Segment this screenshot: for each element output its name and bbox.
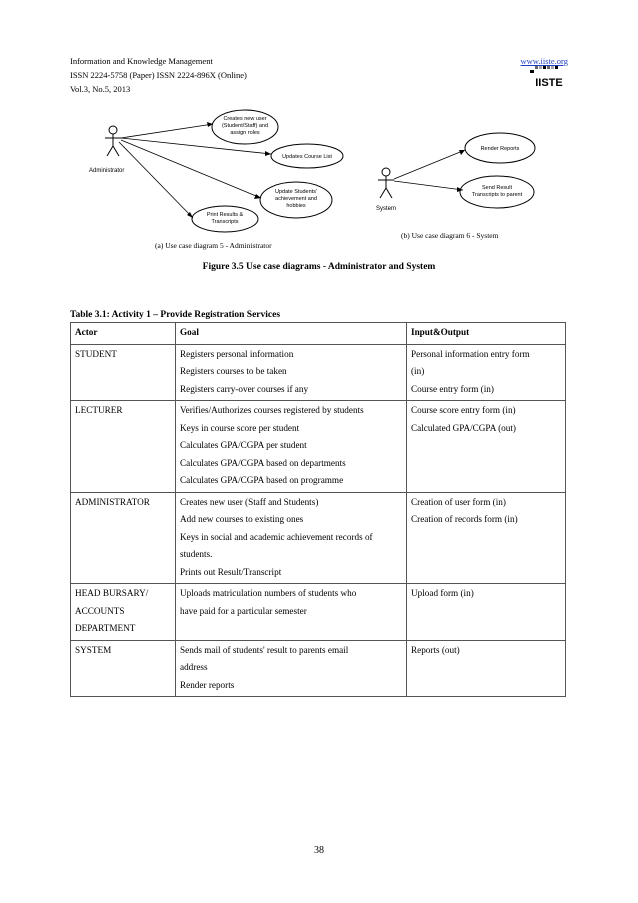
- use-case-diagrams: [75, 102, 575, 257]
- uc-send-l1: Send Result: [482, 185, 512, 191]
- journal-name: Information and Knowledge Management: [70, 56, 213, 66]
- goal-cell-line: Registers carry-over courses if any: [180, 383, 309, 394]
- io-cell-line: Course score entry form (in): [411, 405, 516, 415]
- io-cell-line: Upload form (in): [411, 588, 474, 598]
- administrator-actor: [105, 126, 121, 156]
- table-row: [71, 401, 566, 493]
- activity-table: [70, 322, 566, 697]
- io-cell-line: (in): [411, 366, 425, 376]
- io-cell: [407, 344, 566, 401]
- table-title: Table 3.1: Activity 1 – Provide Registration Services: [70, 310, 281, 320]
- uc-achievement-l1: Update Students': [274, 189, 318, 195]
- caption-a: (a) Use case diagram 5 - Administrator: [155, 241, 272, 250]
- uc-create-user-l2: (Student/Staff) and: [221, 123, 269, 129]
- goal-cell-line: Calculates GPA/CGPA per student: [180, 440, 307, 450]
- table-row: [71, 584, 566, 641]
- uc-print-l2: Transcripts: [211, 219, 239, 225]
- goal-cell-line: Sends mail of students' result to parents email: [180, 644, 349, 655]
- goal-cell-line: Creates new user (Staff and Students): [180, 496, 319, 507]
- uc-achievement-l2: achievement and: [275, 196, 317, 202]
- issn-line: ISSN 2224-5758 (Paper) ISSN 2224-896X (Online): [70, 70, 247, 80]
- actor-cell: [71, 492, 176, 584]
- actor-cell: [71, 584, 176, 641]
- table-header-row: [71, 323, 566, 345]
- journal-header: [70, 54, 247, 96]
- goal-cell-line: Keys in course score per student: [180, 422, 300, 433]
- actor-cell-line: LECTURER: [75, 405, 123, 415]
- table-row: [71, 344, 566, 401]
- iiste-logo: [530, 66, 568, 88]
- assoc-line-2: [121, 138, 271, 154]
- volume-line: Vol.3, No.5, 2013: [70, 84, 131, 94]
- col-header-io: Input&Output: [407, 323, 566, 345]
- io-cell-line: Personal information entry form: [411, 348, 530, 359]
- assoc-line-3: [121, 140, 261, 198]
- io-cell-line: Creation of records form (in): [411, 514, 518, 524]
- goal-cell-line: Registers personal information: [180, 348, 294, 359]
- actor-cell-line: SYSTEM: [75, 644, 112, 655]
- system-label: System: [376, 206, 397, 212]
- assoc-line-6: [394, 181, 463, 190]
- uc-send-l2: Transcripts to parent: [471, 192, 523, 198]
- io-cell: [407, 584, 566, 641]
- page-number: 38: [314, 845, 324, 856]
- caption-b: (b) Use case diagram 6 - System: [401, 231, 499, 240]
- actor-cell-line: STUDENT: [75, 348, 117, 359]
- website-link[interactable]: www.iiste.org: [520, 56, 568, 66]
- actor-cell-line: ADMINISTRATOR: [75, 496, 150, 507]
- logo-text: IISTE: [535, 77, 563, 88]
- goal-cell-line: Registers courses to be taken: [180, 366, 287, 376]
- io-cell-line: Reports (out): [411, 644, 460, 655]
- goal-cell-line: address: [180, 662, 208, 672]
- actor-cell-line: ACCOUNTS: [75, 605, 125, 616]
- goal-cell-line: students.: [180, 549, 213, 559]
- actor-cell: [71, 640, 176, 697]
- uc-print-l1: Print Results &: [206, 212, 244, 218]
- uc-update-course-label: Updates Course List: [282, 154, 332, 160]
- uc-create-user-l1: Creates new user: [223, 116, 267, 122]
- goal-cell: [176, 344, 407, 401]
- io-cell: [407, 640, 566, 697]
- goal-cell-line: Calculates GPA/CGPA based on departments: [180, 457, 346, 468]
- col-header-actor: Actor: [71, 323, 176, 345]
- io-cell-line: Calculated GPA/CGPA (out): [411, 422, 516, 433]
- goal-cell-line: Verifies/Authorizes courses registered by students: [180, 405, 364, 415]
- goal-cell-line: Calculates GPA/CGPA based on programme: [180, 475, 344, 485]
- uc-create-user-l3: assign roles: [230, 130, 260, 136]
- assoc-line-4: [119, 142, 193, 218]
- goal-cell-line: Add new courses to existing ones: [180, 514, 304, 524]
- goal-cell: [176, 401, 407, 493]
- goal-cell-line: have paid for a particular semester: [180, 605, 307, 616]
- goal-cell-line: Render reports: [180, 679, 235, 690]
- diagram-b: [376, 133, 535, 240]
- io-cell: [407, 401, 566, 493]
- uc-achievement-l3: hobbies: [286, 203, 306, 209]
- table-row: [71, 492, 566, 584]
- assoc-line-5: [394, 150, 465, 179]
- diagram-a: [89, 110, 343, 250]
- col-header-goal: Goal: [176, 323, 407, 345]
- goal-cell-line: Keys in social and academic achievement records of: [180, 531, 373, 542]
- actor-cell-line: HEAD BURSARY/: [75, 588, 149, 598]
- io-cell: [407, 492, 566, 584]
- actor-cell: [71, 401, 176, 493]
- actor-cell-line: DEPARTMENT: [75, 623, 136, 633]
- figure-caption: Figure 3.5 Use case diagrams - Administrator and System: [202, 262, 436, 272]
- system-actor: [378, 168, 394, 198]
- arrowhead-2: [265, 151, 271, 156]
- actor-cell: [71, 344, 176, 401]
- assoc-line-1: [121, 124, 213, 138]
- administrator-label: Administrator: [89, 168, 125, 174]
- goal-cell: [176, 640, 407, 697]
- goal-cell: [176, 584, 407, 641]
- io-cell-line: Creation of user form (in): [411, 496, 506, 507]
- goal-cell-line: Prints out Result/Transcript: [180, 566, 282, 577]
- uc-render-label: Render Reports: [480, 146, 520, 152]
- io-cell-line: Course entry form (in): [411, 383, 494, 394]
- goal-cell: [176, 492, 407, 584]
- table-row: [71, 640, 566, 697]
- goal-cell-line: Uploads matriculation numbers of students who: [180, 588, 357, 598]
